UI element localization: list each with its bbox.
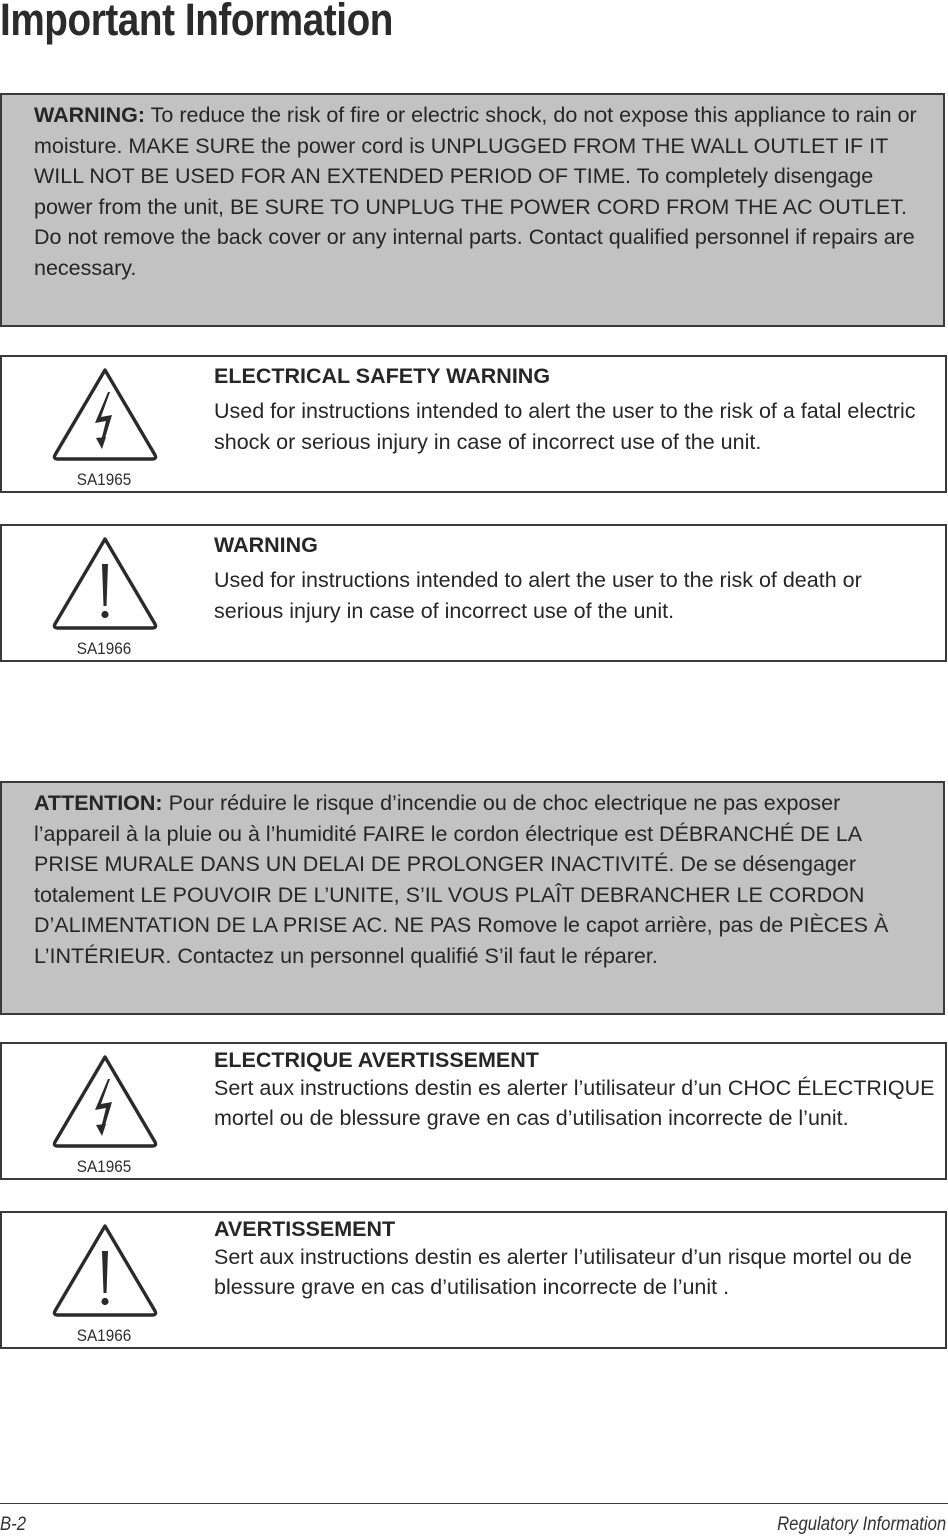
- avertissement-content: [214, 1216, 937, 1302]
- footer-divider: [0, 1503, 948, 1504]
- warning-box-english-text: [34, 100, 923, 283]
- symbol-code: SA1965: [76, 1157, 132, 1176]
- avertissement-body: Sert aux instructions destin es alerter l’utilisateur d’un risque mortel ou de blessure grave en cas d’utilisation incorrecte de l’unit .: [214, 1245, 912, 1299]
- general-warning-content: [214, 531, 937, 626]
- attention-box-french: [0, 781, 945, 1015]
- general-warning-body: Used for instructions intended to alert the user to the risk of death or serious injury in case of incorrect use of the unit.: [214, 568, 862, 623]
- attention-box-french-text: [34, 788, 923, 971]
- symbol-code: SA1965: [76, 470, 132, 489]
- symbol-code: SA1966: [76, 639, 132, 658]
- electrique-avertissement-body: Sert aux instructions destin es alerter l’utilisateur d’un CHOC ÉLECTRIQUE mortel ou de blessure grave en cas d’utilisation incorrecte de l’unit.: [214, 1076, 935, 1130]
- electrical-safety-heading: ELECTRICAL SAFETY WARNING: [214, 364, 551, 388]
- warning-lead: WARNING:: [34, 103, 146, 127]
- attention-lead: ATTENTION:: [34, 791, 163, 815]
- warning-box-english: [0, 93, 945, 327]
- general-warning-box: [0, 524, 947, 662]
- electric-shock-warning-icon: [50, 1052, 160, 1148]
- avertissement-heading: AVERTISSEMENT: [214, 1217, 396, 1241]
- electrical-safety-warning-box: [0, 355, 947, 493]
- attention-text: Pour réduire le risque d’incendie ou de choc electrique ne pas exposer l’appareil à la pluie ou à l’humidité FAIRE le cordon électrique est DÉBRANCHÉ DE LA PRISE MURALE DANS UN DELAI DE PROLONGER INACTIVITÉ. De se désengager totalement LE POUVOIR DE L’UNITE, S’IL VOUS PLAÎT DEBRANCHER LE CORDON D’ALIMENTATION DE LA PRISE AC. NE PAS Romove le capot arrière, pas de PIÈCES À L’INTÉRIEUR. Contactez un personnel qualifié S’il faut le réparer.: [34, 791, 889, 968]
- page-title: Important Information: [0, 0, 393, 45]
- electrique-avertissement-heading: ELECTRIQUE AVERTISSEMENT: [214, 1048, 539, 1072]
- avertissement-box: [0, 1211, 947, 1349]
- exclamation-warning-icon: [50, 1221, 160, 1317]
- electrique-avertissement-box: [0, 1042, 947, 1180]
- page-number: B-2: [0, 1514, 27, 1535]
- footer-section-title: Regulatory Information: [776, 1514, 946, 1535]
- warning-text: To reduce the risk of fire or electric shock, do not expose this appliance to rain or moisture. MAKE SURE the power cord is UNPLUGGED FROM THE WALL OUTLET IF IT WILL NOT BE USED FOR AN EXTENDED PERIOD OF TIME. To completely disengage power from the unit, BE SURE TO UNPLUG THE POWER CORD FROM THE AC OUTLET. Do not remove the back cover or any internal parts. Contact qualified personnel if repairs are necessary.: [34, 103, 917, 280]
- symbol-code: SA1966: [76, 1326, 132, 1345]
- electric-shock-warning-icon: [50, 365, 160, 461]
- general-warning-heading: WARNING: [214, 533, 318, 557]
- electrical-safety-body: Used for instructions intended to alert the user to the risk of a fatal electric shock or serious injury in case of incorrect use of the unit.: [214, 399, 916, 454]
- exclamation-warning-icon: [50, 534, 160, 630]
- electrique-avertissement-content: [214, 1047, 937, 1133]
- electrical-safety-content: [214, 362, 937, 457]
